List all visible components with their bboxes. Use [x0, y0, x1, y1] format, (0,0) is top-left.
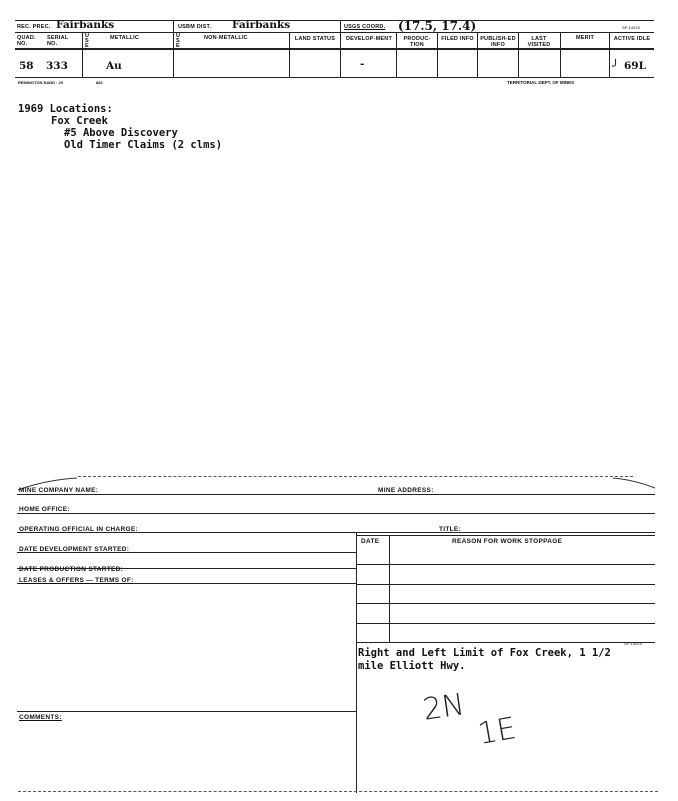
quad-no-value: 58	[19, 60, 34, 72]
handwritten-range: 1E	[475, 710, 519, 753]
usbm-dist-value: Fairbanks	[232, 19, 291, 31]
territorial-dept: TERRITORIAL DEPT. OF MINES	[507, 80, 575, 85]
col-last-visited: LAST VISITED	[527, 36, 551, 48]
form-fold-edge	[15, 474, 665, 494]
form-number: SP-14015	[622, 25, 640, 30]
date-development-label: DATE DEVELOPMENT STARTED:	[19, 546, 130, 553]
active-circle-mark: ╯	[612, 59, 620, 73]
col-merit: MERIT	[575, 35, 595, 41]
printer-mark: REMINGTON RAND · 20	[18, 80, 64, 85]
title-label: TITLE:	[439, 526, 462, 533]
printer-code: 882	[96, 80, 103, 85]
col-production: PRODUC-TION	[403, 36, 431, 48]
locations-heading: 1969 Locations:	[18, 103, 113, 115]
metallic-value: Au	[106, 60, 122, 72]
col-serial-no: SERIAL NO.	[47, 35, 69, 47]
stoppage-reason-header: REASON FOR WORK STOPPAGE	[452, 538, 563, 545]
col-use-1: U S E	[85, 33, 90, 49]
rec-prec-label: REC. PREC.	[17, 24, 51, 30]
home-office-label: HOME OFFICE:	[19, 506, 70, 513]
leases-offers-label: LEASES & OFFERS — TERMS OF:	[19, 577, 134, 584]
remarks-line-1: Right and Left Limit of Fox Creek, 1 1/2	[358, 647, 611, 659]
stoppage-date-header: DATE	[361, 538, 380, 545]
remarks-line-2: mile Elliott Hwy.	[358, 660, 466, 672]
rec-prec-value: Fairbanks	[56, 19, 115, 31]
location-line-2: #5 Above Discovery	[64, 127, 178, 139]
col-quad-no: QUAD. NO.	[17, 35, 36, 47]
serial-no-value: 333	[46, 60, 68, 72]
col-active-idle: ACTIVE IDLE	[613, 36, 651, 42]
col-use-2: U S E	[176, 33, 181, 49]
col-development: DEVELOP-MENT	[345, 36, 393, 42]
date-production-label: DATE PRODUCTION STARTED:	[19, 566, 124, 573]
col-land-status: LAND STATUS	[294, 36, 336, 42]
form-number-2: SP-14014	[624, 641, 642, 646]
col-metallic: METALLIC	[110, 35, 139, 41]
usgs-coord-value: (17.5, 17.4)	[398, 19, 477, 33]
col-non-metallic: NON-METALLIC	[204, 35, 248, 41]
col-filed-info: FILED INFO	[441, 36, 474, 42]
comments-label: COMMENTS:	[19, 714, 62, 721]
location-line-1: Fox Creek	[51, 115, 108, 127]
handwritten-township: 2N	[420, 687, 467, 728]
usgs-coord-label: USGS COORD.	[344, 24, 386, 30]
development-value: -	[360, 58, 365, 70]
col-published-info: PUBLISH-ED INFO	[480, 36, 516, 48]
active-idle-value: 69L	[624, 60, 646, 72]
operating-official-label: OPERATING OFFICIAL IN CHARGE:	[19, 526, 138, 533]
mine-company-name-label: MINE COMPANY NAME:	[19, 487, 99, 494]
usbm-dist-label: USBM DIST.	[178, 24, 212, 30]
location-line-3: Old Timer Claims (2 clms)	[64, 139, 223, 151]
mine-address-label: MINE ADDRESS:	[378, 487, 434, 494]
